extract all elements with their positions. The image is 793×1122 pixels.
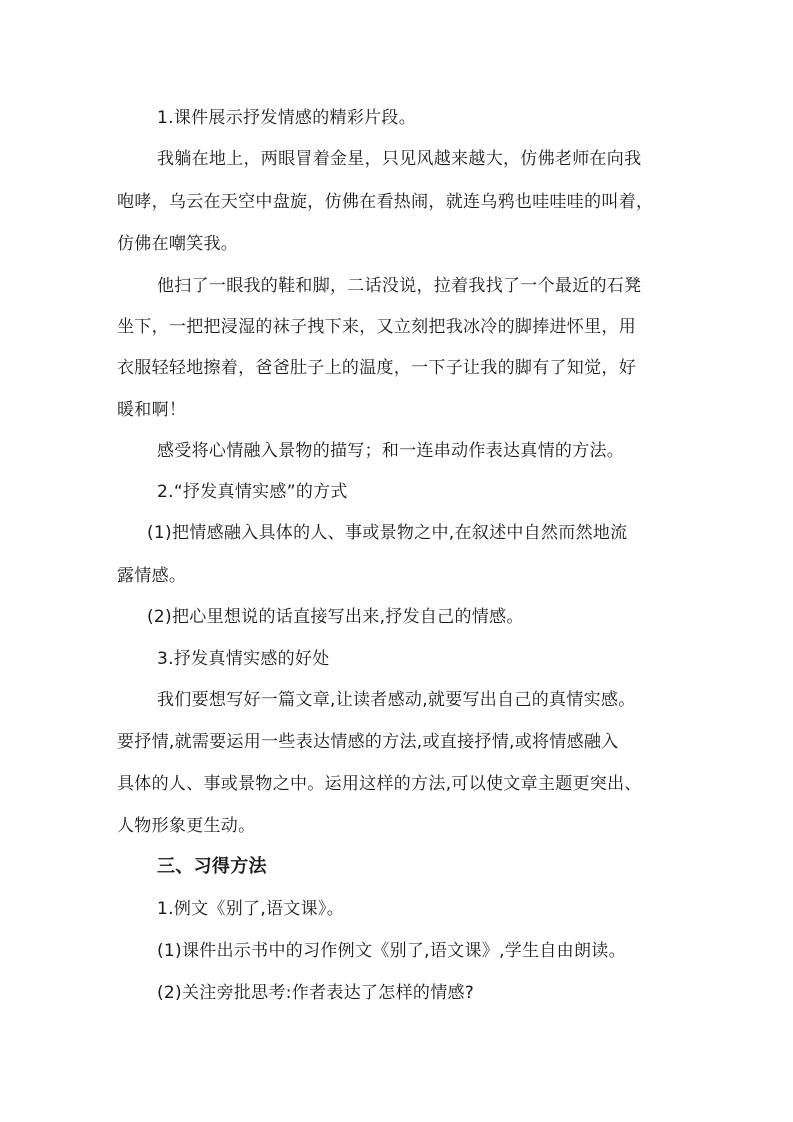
paragraph-line: 咆哮，乌云在天空中盘旋，仿佛在看热闹，就连乌鸦也哇哇哇的叫着， — [117, 192, 654, 212]
paragraph-line: (2)关注旁批思考:作者表达了怎样的情感? — [157, 983, 475, 1003]
item-1-heading: 1.课件展示抒发情感的精彩片段。 — [157, 108, 417, 128]
item-2-heading: 2.“抒发真情实感”的方式 — [157, 482, 348, 502]
paragraph-line: 坐下，一把把浸湿的袜子拽下来，又立刻把我冰冷的脚捧进怀里，用 — [117, 317, 636, 337]
paragraph-line: 1.例文《别了,语文课》。 — [157, 899, 345, 919]
paragraph-line: 要抒情,就需要运用一些表达情感的方法,或直接抒情,或将情感融入 — [117, 732, 619, 752]
paragraph-line: 衣服轻轻地擦着，爸爸肚子上的温度，一下子让我的脚有了知觉，好 — [117, 358, 636, 378]
paragraph-line: 仿佛在嘲笑我。 — [117, 234, 239, 254]
section-heading: 三、习得方法 — [157, 856, 267, 877]
paragraph-line: 感受将心情融入景物的描写；和一连串动作表达真情的方法。 — [157, 441, 625, 461]
paragraph-line: (1)课件出示书中的习作例文《别了,语文课》,学生自由朗读。 — [157, 941, 626, 961]
paragraph-line: (2)把心里想说的话直接写出来,抒发自己的情感。 — [147, 607, 524, 627]
paragraph-line: 露情感。 — [117, 566, 187, 586]
paragraph-line: 具体的人、事或景物之中。运用这样的方法,可以使文章主题更突出、 — [117, 774, 642, 794]
paragraph-line: 暖和啊！ — [117, 400, 187, 420]
paragraph-line: (1)把情感融入具体的人、事或景物之中,在叙述中自然而然地流 — [147, 523, 628, 543]
item-3-heading: 3.抒发真情实感的好处 — [157, 649, 330, 669]
paragraph-line: 我们要想写好一篇文章,让读者感动,就要写出自己的真情实感。 — [157, 690, 636, 710]
paragraph-line: 他扫了一眼我的鞋和脚，二话没说，拉着我找了一个最近的石凳 — [157, 276, 642, 296]
paragraph-line: 人物形象更生动。 — [117, 816, 256, 836]
paragraph-line: 我躺在地上，两眼冒着金星，只见风越来越大，仿佛老师在向我 — [157, 149, 642, 169]
